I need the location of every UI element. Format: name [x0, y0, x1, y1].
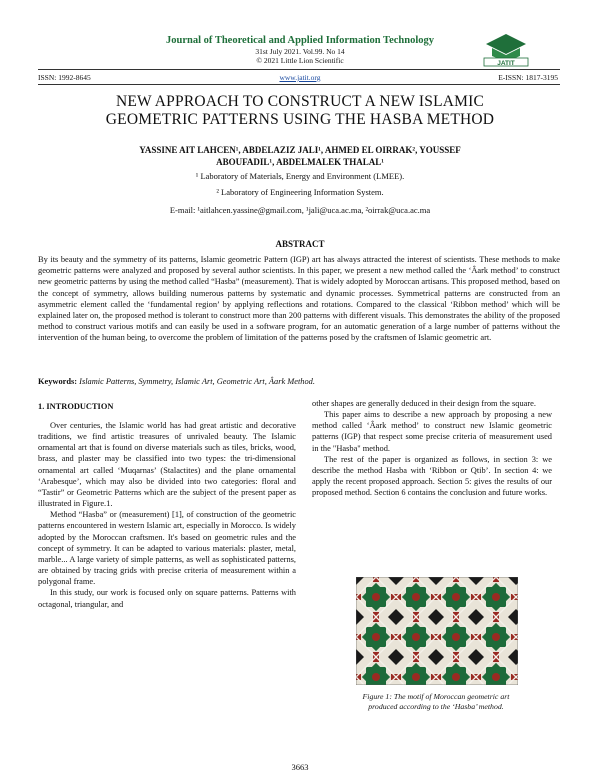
- keywords-label: Keywords:: [38, 377, 78, 386]
- paragraph: Method “Hasba” or (measurement) [1], of construction of the geometric patterns encountered in western Islamic art, especially in Morocco. Is widely adopted by the Moroccan craftsmen. It's based on geometric rules and the concept of symmetry. It can be adapted to various materials: plaster, metal, marble... A large variety of simple patterns, as well as sophisticated patterns, are obtained by tracing grids with precise criteria of measurement within a polygonal frame.: [38, 510, 296, 587]
- caption-line-1: Figure 1: The motif of Moroccan geometric art: [362, 692, 510, 701]
- right-column: [312, 398, 552, 498]
- authors-line-1: YASSINE AIT LAHCEN¹, ABDELAZIZ JALI¹, AHMED EL OIRRAK², YOUSSEF: [139, 145, 461, 155]
- paragraph: This paper aims to describe a new approach by proposing a new method called ‘Âark method’ to construct new Islamic geometric patterns (IGP) that respect some precise criteria of measurement used in the "Hasba" method.: [312, 410, 552, 453]
- copyright: © 2021 Little Lion Scientific: [256, 56, 344, 65]
- jatit-logo: [478, 28, 534, 68]
- paragraph: Over centuries, the Islamic world has had great artistic and decorative traditions, we find artistic treasures of unrivaled beauty. The Islamic ornamental art that is found on diverse materials such as tiles, bricks, wood, brass, and plaster may be classified into two types: the tri-dimensional ornamental art called ‘Muqarnas’ (Stalactites) and the plane ornamental ‘Arabesque’, which may also be divided into two categories: floral and “Tastir” or Geometric Patterns which are the subject of the present paper as illustrated in Figure.1.: [38, 421, 296, 509]
- journal-name: Journal of Theoretical and Applied Information Technology: [166, 35, 434, 46]
- header-rule-bottom: [38, 84, 560, 85]
- keywords-values: Islamic Patterns, Symmetry, Islamic Art, Geometric Art, Âark Method.: [79, 377, 315, 386]
- authors-line-2: ABOUFADIL¹, ABDELMALEK THALAL¹: [216, 157, 384, 167]
- figure-1-moroccan-tile-pattern: [356, 577, 518, 685]
- affiliation-1: ¹ Laboratory of Materials, Energy and Environment (LMEE).: [195, 171, 405, 181]
- eissn: E-ISSN: 1817-3195: [498, 73, 558, 82]
- paragraph: In this study, our work is focused only on square patterns. Patterns with octagonal, triangular, and: [38, 588, 296, 609]
- email-line: E-mail: ¹aitlahcen.yassine@gmail.com, ¹jali@uca.ac.ma, ²oirrak@uca.ac.ma: [169, 205, 431, 215]
- title-line-1: NEW APPROACH TO CONSTRUCT A NEW ISLAMIC: [115, 93, 485, 110]
- page-number: 3663: [291, 762, 309, 772]
- paragraph: other shapes are generally deduced in their design from the square.: [312, 399, 536, 408]
- website-link[interactable]: www.jatit.org: [279, 73, 321, 82]
- header-rule-top: [38, 69, 560, 70]
- logo-text: JATIT: [497, 60, 515, 67]
- left-column: [38, 420, 296, 610]
- issn: ISSN: 1992-8645: [38, 73, 91, 82]
- caption-line-2: produced according to the ‘Hasba’ method.: [368, 702, 504, 711]
- section-heading: 1. INTRODUCTION: [38, 402, 114, 411]
- abstract-text: By its beauty and the symmetry of its patterns, Islamic geometric Pattern (IGP) art has always attracted the interest of scientists. These methods to make geometric patterns were analyzed and proposed by several author scientists. In this paper, we present a new method called the ‘Âark method’ to construct new geometric patterns by using the method called “Hasba” (measurement). That is widely adopted by Moroccan artisans. This proposed method, based on the concept of symmetry, allows building numerous patterns by systematic and dynamic processes. Symmetrical patterns are constructed from an asymmetric element called the ‘fundamental region’ by applying reflections and rotations. Compared to the classical ‘Ribbon method’ which will be explained later on, the proposed method is tolerant to construct more than 200 patterns with different visuals. This demonstrates the ability of the proposed method to construct various motifs and can easily be used in a software program, for an automatic generation of a large number of patterns without the intervention of the human being, to overcome the problem of limitation of the patterns posed by the craftsmen of Islamic geometric art.: [38, 255, 560, 343]
- paragraph: The rest of the paper is organized as follows, in section 3: we describe the method Hasba with ‘Ribbon or Qtib’. In section 4: we apply the recent proposed approach. Section 5: gives the results of our proposed method. Section 6 contains the conclusion and future works.: [312, 454, 552, 498]
- keywords: [38, 377, 560, 386]
- affiliation-2: ² Laboratory of Engineering Information System.: [216, 187, 384, 197]
- authors: [90, 144, 510, 168]
- figure-caption: [318, 692, 554, 712]
- issue-date: 31st July 2021. Vol.99. No 14: [255, 47, 345, 56]
- abstract-heading: ABSTRACT: [275, 239, 325, 249]
- paper-title: [60, 93, 540, 129]
- title-line-2: GEOMETRIC PATTERNS USING THE HASBA METHOD: [105, 111, 495, 128]
